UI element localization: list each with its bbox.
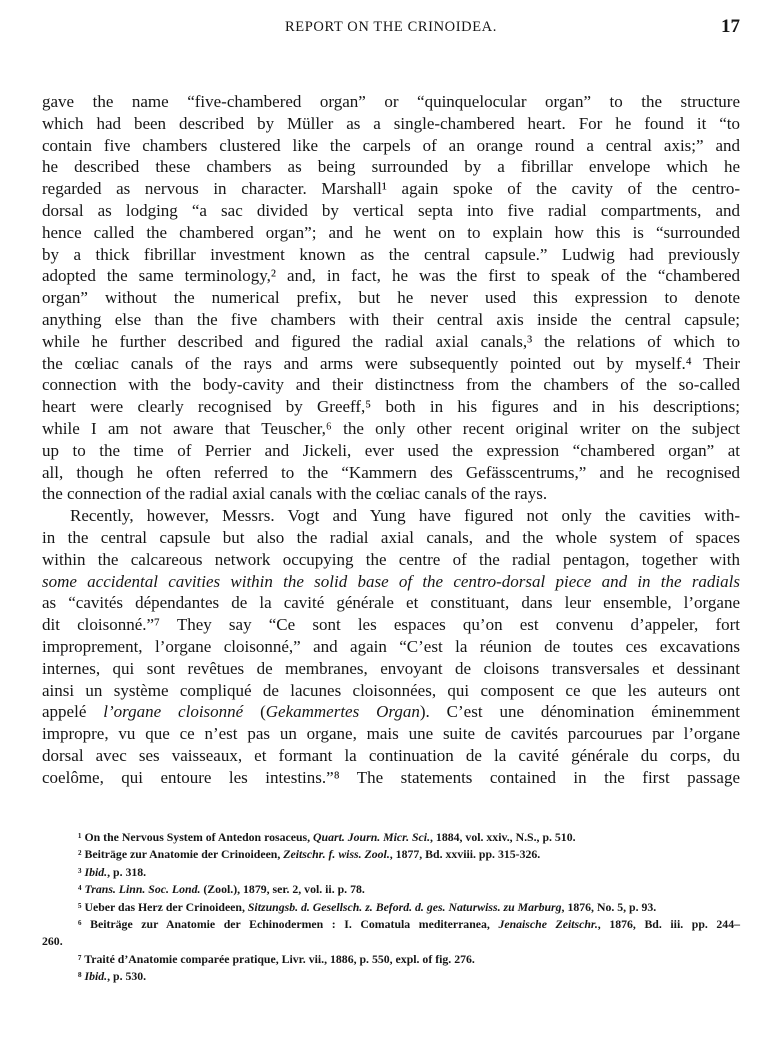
footnote [42,968,740,985]
text-line [42,244,740,266]
text-line [42,91,740,113]
text-segment: all, though he often referred to the “Kammern des Gefässcentrums,” and he recognised [42,462,740,482]
text-segment: gave the name “five-chambered organ” or “quinquelocular organ” to the structure [42,92,740,111]
footnote-text: ⁶ Beiträge zur Anatomie der Echinodermen : I. Comatula mediterranea, [78,916,499,931]
text-segment: organ” without the numerical prefix, but he never used this expression to denote [42,288,740,308]
footnote [42,864,740,881]
text-segment: heart were clearly recognised by Greeff,⁵ both in his figures and in his descriptions; [42,397,740,417]
text-line [42,396,740,418]
text-line [42,745,740,767]
text-line [42,658,740,680]
text-line [42,767,740,789]
body-text [42,91,740,789]
text-line [42,222,740,244]
text-segment: adopted the same terminology,² and, in fact, he was the first to speak of the “chambered [42,266,740,286]
text-segment: internes, qui sont revêtues de membranes, envoyant de cloisons transversales et dessinant [42,658,740,678]
footnote-text: , p. 530. [107,969,147,984]
text-segment: contain five chambers clustered like the carpels of an orange round a central axis;” and [42,135,740,155]
text-segment: up to the time of Perrier and Jickeli, ever used the expression “chambered organ” at [42,440,740,460]
text-segment: he described these chambers as being surrounded by a fibrillar envelope which he [42,157,740,177]
text-segment: connection with the body-cavity and their distinctness from the chambers of the so-called [42,375,740,395]
text-line [42,156,740,178]
text-line [42,200,740,222]
text-line [42,723,740,745]
text-segment: dorsal as lodging “a sac divided by vertical septa into five radial compartments, and [42,200,740,220]
text-segment: coelôme, qui entoure les intestins.”⁸ The statements contained in the first passage [42,767,740,787]
running-head [42,16,740,40]
text-line [42,571,740,593]
text-segment: hence called the chambered organ”; and he went on to explain how this is “surrounded [42,222,740,242]
text-line [42,462,740,484]
text-line [42,135,740,157]
footnote-text: ⁵ Ueber das Herz der Crinoideen, [78,899,248,914]
citation-title: Zeitschr. f. wiss. Zool. [283,847,390,862]
text-line [42,440,740,462]
text-segment: anything else than the five chambers with their central axis inside the central capsule; [42,309,740,329]
footnote [42,916,740,933]
footnote [42,881,740,898]
text-line [42,701,740,723]
text-line [42,527,740,549]
italic-text: some accidental cavities within the solid base of the centro-dorsal piece and in the radials [42,571,740,591]
citation-title: Quart. Journ. Micr. Sci. [313,830,431,844]
footnote-text: ⁴ [78,882,85,897]
text-segment: the cœliac canals of the rays and arms were subsequently pointed out by myself.⁴ Their [42,353,740,373]
text-line [42,418,740,440]
text-segment: ainsi un système compliqué de lacunes cloisonnées, qui composent ce que les auteurs ont [42,680,740,700]
text-segment: while he further described and figured the radial axial canals,³ the relations of which to [42,331,740,351]
text-line [42,309,740,331]
text-segment: the connection of the radial axial canals with the cœliac canals of the rays. [42,484,548,504]
text-line [42,680,740,702]
footnote [42,933,740,950]
text-segment: ( [243,702,266,722]
text-line [42,592,740,614]
text-segment: improprement, l’organe cloisonné,” and again “C’est la réunion de toutes ces excavations [42,636,740,656]
text-segment: by a thick fibrillar investment known as the central capsule.” Ludwig had previously [42,244,740,264]
footnote-text: , p. 318. [107,864,147,879]
footnote-text: ¹ On the Nervous System of Antedon rosaceus, [78,830,313,844]
text-segment: as “cavités dépendantes de la cavité générale et constituant, dans leur ensemble, l’organe [42,593,740,613]
text-line [42,178,740,200]
text-segment: Recently, however, Messrs. Vogt and Yung have figured not only the cavities with- [70,506,740,526]
citation-title: Trans. Linn. Soc. Lond. [84,882,201,897]
italic-text: Gekammertes Organ [265,702,420,722]
footnote-text: ⁸ [78,969,85,984]
italic-text: l’organe cloisonné [103,702,244,722]
footnote [42,846,740,863]
text-segment: within the calcareous network occupying the centre of the radial pentagon, together with [42,549,740,569]
text-line [42,113,740,135]
text-line [42,374,740,396]
running-title: REPORT ON THE CRINOIDEA. [285,19,497,35]
footnote-text: , 1876, Bd. iii. pp. 244– [597,916,740,931]
footnote-text: ³ [78,864,85,879]
page-number: 17 [721,16,740,37]
text-segment: regarded as nervous in character. Marshall¹ again spoke of the cavity of the centro- [42,179,740,199]
citation-title: Ibid. [84,969,108,984]
footnote-text: ⁷ Traité d’Anatomie comparée pratique, Livr. vii., 1886, p. 550, expl. of fig. 276. [78,951,475,966]
text-segment: impropre, vu que ce n’est pas un organe, mais une suite de cavités parcourues par l’organe [42,724,740,744]
text-line [42,353,740,375]
text-line [42,331,740,353]
footnote [42,899,740,916]
text-segment: ). C’est une dénomination éminemment [419,702,740,722]
footnote-text: , 1876, No. 5, p. 93. [561,899,657,914]
text-segment: dorsal avec ses vaisseaux, et formant la continuation de la cavité générale du corps, du [42,745,740,765]
text-line [42,614,740,636]
text-segment: which had been described by Müller as a single-chambered heart. For he found it “to [42,113,740,133]
text-line [42,483,740,505]
footnotes [42,829,740,986]
citation-title: Ibid. [84,864,108,879]
text-line [42,636,740,658]
footnote-text: , 1884, vol. xxiv., N.S., p. 510. [430,830,576,844]
footnote-text: , 1877, Bd. xxviii. pp. 315-326. [389,847,541,862]
text-line [42,549,740,571]
citation-title: Sitzungsb. d. Gesellsch. z. Beford. d. ges. Naturwiss. zu Marburg [247,899,562,914]
footnote-text: ² Beiträge zur Anatomie der Crinoideen, [78,847,284,862]
citation-title: Jenaische Zeitschr. [498,916,598,931]
text-line [42,287,740,309]
footnote [42,951,740,968]
text-line [42,265,740,287]
footnote-text: (Zool.), 1879, ser. 2, vol. ii. p. 78. [200,882,365,897]
text-segment: in the central capsule but also the radial axial canals, and the whole system of spaces [42,527,740,547]
text-segment: while I am not aware that Teuscher,⁶ the only other recent original writer on the subject [42,418,740,438]
text-segment: appelé [42,702,104,722]
text-line [42,505,740,527]
footnote [42,829,740,846]
text-segment: dit cloisonné.”⁷ They say “Ce sont les espaces qu’on est convenu d’appeler, fort [42,615,740,635]
footnote-text: 260. [42,934,63,949]
